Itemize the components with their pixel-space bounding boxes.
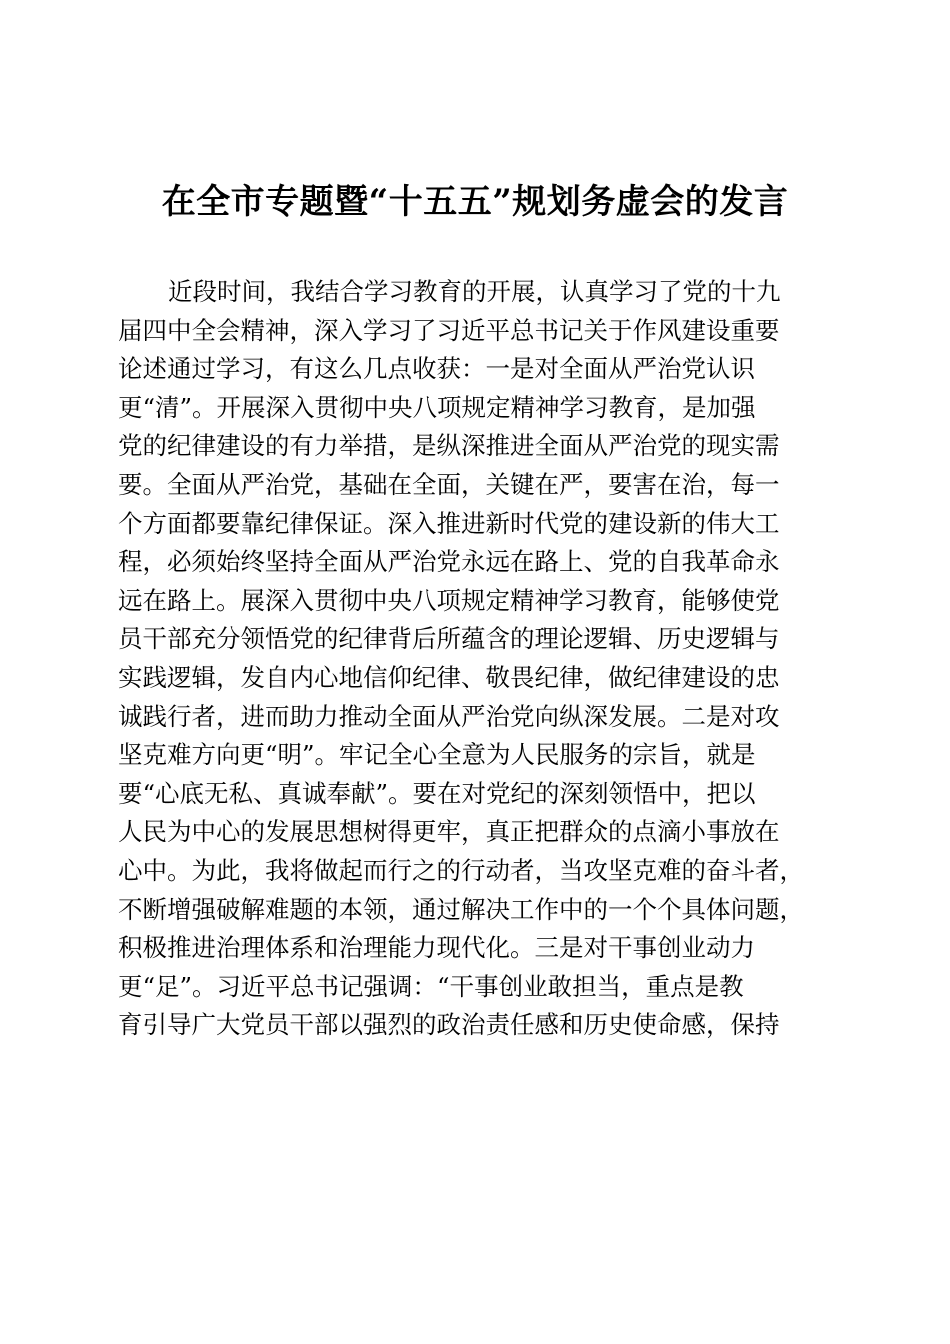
body-line: 远在路上。展深入贯彻中央八项规定精神学习教育，能够使党 [118, 585, 780, 615]
document-title: 在全市专题暨“十五五”规划务虚会的发言 [161, 182, 789, 222]
document-body [118, 273, 836, 1045]
body-line: 个方面都要靠纪律保证。深入推进新时代党的建设新的伟大工 [118, 508, 780, 538]
body-line: 不断增强破解难题的本领，通过解决工作中的一个个具体问题， [118, 894, 804, 924]
body-line: 心中。为此，我将做起而行之的行动者，当攻坚克难的奋斗者， [118, 855, 804, 885]
body-line: 近段时间，我结合学习教育的开展，认真学习了党的十九 [168, 277, 781, 306]
body-line: 要。全面从严治党，基础在全面，关键在严，要害在治，每一 [118, 469, 780, 499]
body-line: 积极推进治理体系和治理能力现代化。三是对干事创业动力 [118, 933, 755, 963]
body-line: 员干部充分领悟党的纪律背后所蕴含的理论逻辑、历史逻辑与 [118, 624, 780, 654]
body-line: 人民为中心的发展思想树得更牢，真正把群众的点滴小事放在 [118, 817, 780, 847]
body-line: 更“足”。习近平总书记强调：“干事创业敢担当，重点是教 [118, 971, 744, 1001]
body-line: 程，必须始终坚持全面从严治党永远在路上、党的自我革命永 [118, 547, 780, 577]
body-line: 诚践行者，进而助力推动全面从严治党向纵深发展。二是对攻 [118, 701, 780, 731]
body-line: 党的纪律建设的有力举措，是纵深推进全面从严治党的现实需 [118, 431, 780, 461]
body-line: 更“清”。开展深入贯彻中央八项规定精神学习教育，是加强 [118, 392, 756, 422]
body-line: 论述通过学习，有这么几点收获：一是对全面从严治党认识 [118, 354, 755, 384]
body-line: 育引导广大党员干部以强烈的政治责任感和历史使命感，保持 [118, 1010, 780, 1040]
body-line: 届四中全会精神，深入学习了习近平总书记关于作风建设重要 [118, 315, 780, 345]
body-line: 实践逻辑，发自内心地信仰纪律、敬畏纪律，做纪律建设的忠 [118, 662, 780, 692]
body-line: 坚克难方向更“明”。牢记全心全意为人民服务的宗旨，就是 [118, 740, 756, 770]
body-line: 要“心底无私、真诚奉献”。要在对党纪的深刻领悟中，把以 [118, 778, 756, 808]
